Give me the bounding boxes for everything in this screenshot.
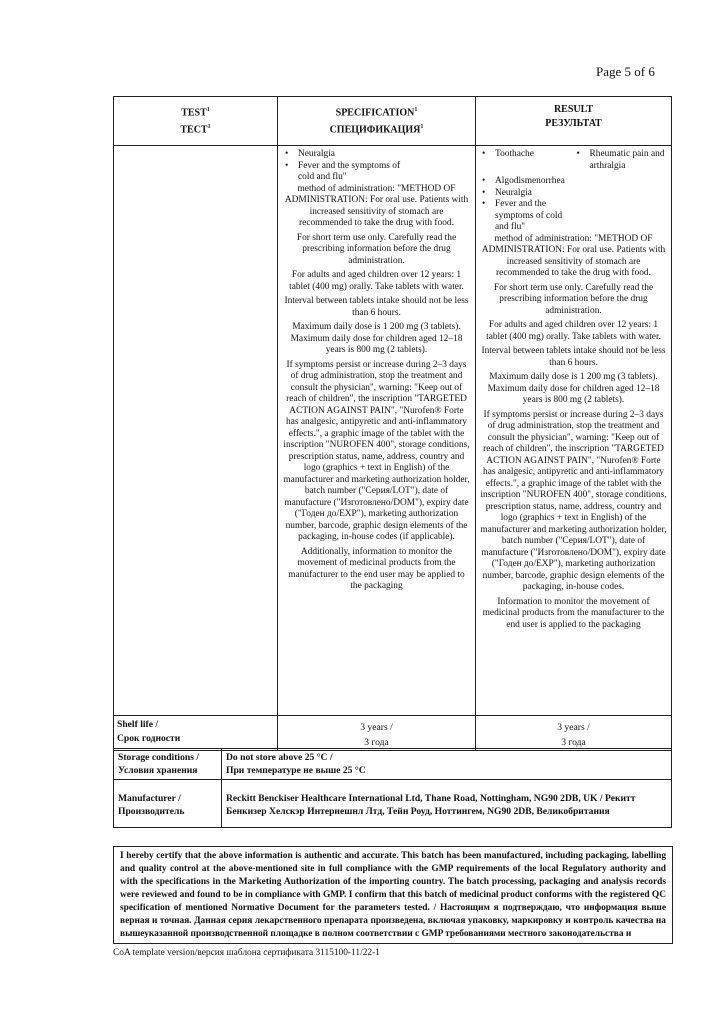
storage-value-en: Do not store above 25 °C /	[226, 752, 333, 763]
manufacturer-label	[114, 780, 222, 828]
shelf-life-label-en: Shelf life /	[117, 719, 159, 730]
footnote-mark: 1	[207, 124, 211, 131]
list-item: • Rheumatic pain and arthralgia	[574, 149, 669, 172]
result-paragraph: For adults and aged children over 12 years: 1 tablet (400 mg) orally. Take tablets with water.	[486, 320, 661, 342]
result-bullets-left	[479, 149, 574, 172]
shelf-life-row	[114, 716, 672, 751]
list-item: • Neuralgia	[282, 149, 471, 161]
spec-paragraph: For short term use only. Carefully read the prescribing information before the drug administration.	[296, 232, 457, 266]
result-paragraph: Maximum daily dose is 1 200 mg (3 tablets). Maximum daily dose for children aged 12–18 years is 800 mg (2 tablets).	[487, 372, 660, 405]
result-paragraph: If symptoms persist or increase during 2–3 days of drug administration, stop the treatment and consult the physician", warning: "Keep out of reach of children", the inscription "TARGETED ACTION AGAINST PAIN", "Nurofen® Forte has analgesic, antipyretic and anti-inflammatory effects.", a graphic image of the tablet with the inscription "NUROFEN 400", storage conditions, prescription status, name, address, country and logo (graphics + text in English) of the manufacturer and marketing authorization holder, batch number ("Серия/LOT"), date of manufacture ("Изготовлено/DOM"), expiry date ("Годен до/EXP"), marketing authorization number, barcode, graphic design elements of the packaging, in-house codes.	[480, 409, 667, 592]
shelf-life-label	[114, 716, 278, 751]
manufacturer-value: Reckitt Benckiser Healthcare International Ltd, Thane Road, Nottingham, NG90 2DB, UK / Рекитт Бенкизер Хелскэр Интернешнл Лтд, Тейн Роуд, Ноттингем, NG90 2DB, Великобритания	[222, 780, 672, 828]
manufacturer-label-ru: Производитель	[118, 806, 185, 817]
certification-statement: I hereby certify that the above information is authentic and accurate. This batch has been manufactured, including packaging, labelling and quality control at the above-mentioned site in full compliance with the GMP requirements of the local Regulatory authority and with the specifications in the Marketing Authorization of the importing country. The batch processing, packaging and analysis records were reviewed and found to be in compliance with GMP. I confirm that this batch of medicinal product conforms with the registered QC specification of mentioned Normative Document for the parameters tested. / Настоящим я подтверждаю, что информация выше верная и точная. Данная серия лекарственного препарата произведена, включая упаковку, маркировку и контроль качества на вышеуказанной производственной площадке в полном соответствии с GMP требованиями местного законодательства и	[113, 846, 673, 944]
spec-bullets	[282, 149, 471, 184]
storage-value	[222, 749, 672, 780]
header-spec-ru: СПЕЦИФИКАЦИЯ	[329, 124, 421, 136]
header-result	[476, 97, 672, 146]
result-paragraph: method of administration: "METHOD OF ADMINISTRATION: For oral use. Patients with increased sensitivity of stomach are recommended to take the drug with food.	[481, 233, 666, 278]
spec-paragraph: If symptoms persist or increase during 2–3 days of drug administration, stop the treatment and consult the physician", warning: "Keep out of reach of children", the inscription "TARGETED ACTION AGAINST PAIN", "Nurofen® Forte has analgesic, antipyretic and anti-inflammatory effects.", a graphic image of the tablet with the inscription "NUROFEN 400", storage conditions, prescription status, name, address, country and logo (graphics + text in English) of the manufacturer and marketing authorization holder, batch number ("Серия/LOT"), date of manufacture ("Изготовлено/DOM"), expiry date ("Годен до/EXP"), marketing authorization number, barcode, graphic design elements of the packaging, in-house codes (if applicable).	[283, 359, 470, 542]
spec-paragraph: Additionally, information to monitor the movement of medicinal products from the manufacturer to the end user may be applied to the packaging	[288, 546, 465, 591]
result-bullet-columns	[479, 149, 668, 172]
footnote-mark: 1	[414, 107, 418, 113]
spec-cell	[278, 146, 476, 716]
header-test	[114, 97, 278, 146]
shelf-life-spec	[278, 716, 476, 751]
storage-label-ru: Условия хранения	[118, 765, 198, 776]
shelf-life-result	[476, 716, 672, 751]
result-bullets	[479, 176, 668, 234]
spec-paragraph: For adults and aged children over 12 years: 1 tablet (400 mg) orally. Take tablets with water.	[289, 270, 464, 292]
result-paragraph: Information to monitor the movement of medicinal products from the manufacturer to the end user is applied to the packaging	[482, 596, 665, 630]
manufacturer-label-en: Manufacturer /	[118, 793, 181, 804]
shelf-life-result-en: 3 years /	[557, 722, 590, 733]
page-number: Page 5 of 6	[596, 64, 655, 79]
test-name-cell	[114, 146, 278, 716]
coa-table	[113, 96, 672, 751]
header-test-ru: ТЕСТ	[180, 124, 208, 136]
list-item: • Neuralgia	[479, 188, 668, 200]
table-header-row	[114, 97, 672, 146]
header-result-en: RESULT	[553, 104, 594, 115]
list-item: • Algodismenorrhea	[479, 176, 668, 188]
indications-row	[114, 146, 672, 716]
footnote-mark: 1	[206, 107, 210, 113]
shelf-life-label-ru: Срок годности	[117, 733, 181, 744]
storage-label-en: Storage conditions /	[118, 752, 200, 763]
result-bullets-right	[574, 149, 669, 172]
manufacturer-row	[114, 780, 672, 828]
header-result-ru: РЕЗУЛЬТАТ	[545, 118, 602, 129]
template-version: CoA template version/версия шаблона сертификата 3115100-11/22-1	[113, 948, 380, 958]
header-test-en: TEST	[181, 107, 207, 119]
storage-label	[114, 749, 222, 780]
result-cell	[476, 146, 672, 716]
header-spec-en: SPECIFICATION	[335, 107, 415, 119]
list-item: • Toothache	[479, 149, 574, 161]
result-paragraph: For short term use only. Carefully read the prescribing information before the drug administration.	[493, 282, 654, 316]
spec-paragraph: Maximum daily dose is 1 200 mg (3 tablets). Maximum daily dose for children aged 12–18 years is 800 mg (2 tablets).	[290, 322, 463, 355]
storage-row	[114, 749, 672, 780]
shelf-life-spec-en: 3 years /	[360, 722, 393, 733]
storage-value-ru: При температуре не выше 25 °C	[226, 765, 366, 776]
shelf-life-spec-ru: 3 года	[364, 737, 389, 748]
header-spec	[278, 97, 476, 146]
list-item: • Fever and the symptoms of cold and flu"	[282, 161, 471, 184]
shelf-life-result-ru: 3 года	[561, 737, 586, 748]
spec-paragraph: Interval between tablets intake should not be less than 6 hours.	[284, 296, 469, 318]
spec-paragraph: method of administration: "METHOD OF ADMINISTRATION: For oral use. Patients with increased sensitivity of stomach are recommended to take the drug with food.	[284, 183, 469, 228]
result-paragraph: Interval between tablets intake should not be less than 6 hours.	[481, 346, 666, 368]
list-item: • Fever and the symptoms of cold and flu"	[479, 199, 668, 234]
conditions-table	[113, 748, 672, 828]
footnote-mark: 1	[420, 124, 424, 131]
